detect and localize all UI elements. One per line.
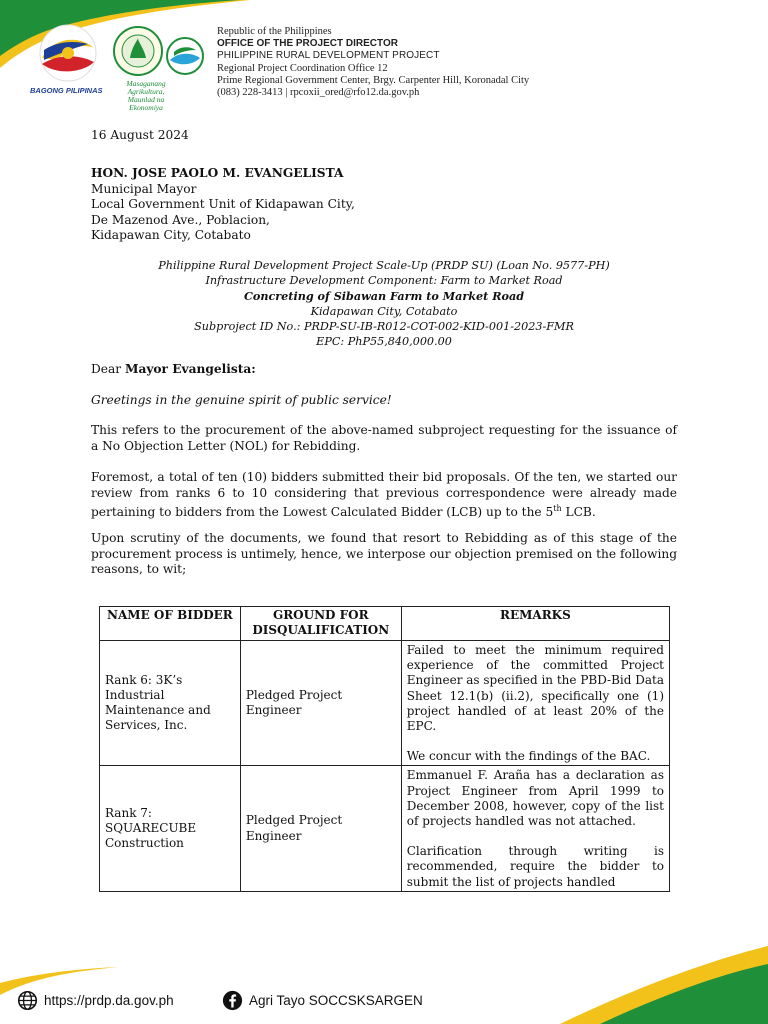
greeting: Greetings in the genuine spirit of public service!	[91, 393, 392, 407]
header-bidder: NAME OF BIDDER	[100, 607, 241, 641]
header-remarks: REMARKS	[401, 607, 669, 641]
remark-text: Failed to meet the minimum required experience of the committed Project Engineer as specified in the PBD-Bid Data Sheet 12.1(b) (ii.2), specifically one (1) project handled of at least 20% of the EPC.	[406, 643, 665, 734]
remarks-cell	[401, 766, 669, 891]
subject-block	[91, 258, 677, 350]
facebook-link[interactable]: Agri Tayo SOCCSKSARGEN	[249, 993, 423, 1008]
subject-id: Subproject ID No.: PRDP-SU-IB-R012-COT-002-KID-001-2023-FMR	[194, 320, 574, 334]
salutation	[91, 362, 677, 378]
paragraph-3: Upon scrutiny of the documents, we found that resort to Rebidding as of this stage of the procurement process is untimely, hence, we interpose our objection premised on the following reasons, to wit;	[91, 531, 677, 576]
da-motto-line1: Masaganang Agrikultura,	[126, 79, 166, 96]
remark-text: Emmanuel F. Araña has a declaration as Project Engineer from April 1999 to December 2008, however, copy of the list of projects handled was not attached.	[406, 768, 664, 829]
remark-text: We concur with the findings of the BAC.	[406, 749, 651, 764]
table-row	[100, 766, 670, 891]
letterhead-project: PHILIPPINE RURAL DEVELOPMENT PROJECT	[217, 50, 440, 62]
ground-cell: Pledged Project Engineer	[240, 641, 401, 766]
salutation-name: Mayor Evangelista:	[124, 362, 256, 376]
bidder-cell: Rank 7: SQUARECUBE Construction	[100, 766, 241, 891]
footer-website[interactable]	[17, 990, 174, 1011]
bidder-cell: Rank 6: 3K’s Industrial Maintenance and Services, Inc.	[100, 641, 241, 766]
footer-facebook[interactable]	[222, 990, 423, 1011]
subject-line: Infrastructure Development Component: Farm to Market Road	[205, 274, 563, 288]
letterhead-line4: Regional Project Coordination Office 12	[217, 62, 388, 74]
website-link[interactable]: https://prdp.da.gov.ph	[44, 993, 174, 1008]
bidders-table	[99, 606, 670, 892]
table-header-row	[100, 607, 670, 641]
letterhead-contact: (083) 228-3413 | rpcoxii_ored@rfo12.da.gov.ph	[217, 87, 420, 99]
addressee-line: De Mazenod Ave., Poblacion,	[91, 212, 270, 227]
paragraph-2	[91, 470, 677, 521]
addressee-block	[91, 166, 677, 244]
paragraph-2-text: Foremost, a total of ten (10) bidders submitted their bid proposals. Of the ten, we started our review from ranks 6 to 10 considering that previous correspondence were already made pertaining to bidders from the Lowest Calculated Bidder (LCB) up to the 5	[91, 470, 677, 520]
subject-line: Kidapawan City, Cotabato	[310, 304, 458, 318]
globe-icon	[17, 990, 38, 1011]
letter-date: 16 August 2024	[91, 128, 189, 142]
subject-line: Philippine Rural Development Project Scale-Up (PRDP SU) (Loan No. 9577-PH)	[158, 259, 610, 272]
addressee-line: Municipal Mayor	[91, 181, 197, 196]
letterhead-line1: Republic of the Philippines	[217, 26, 332, 37]
superscript-th: th	[553, 504, 562, 513]
ground-cell: Pledged Project Engineer	[240, 766, 401, 891]
addressee-line: Local Government Unit of Kidapawan City,	[91, 197, 355, 211]
remarks-cell	[401, 641, 669, 766]
header-logos	[28, 20, 208, 112]
remark-text: Clarification through writing is recommended, require the bidder to submit the list of projects handled	[406, 844, 664, 889]
da-motto	[116, 80, 176, 112]
letterhead-address: Prime Regional Government Center, Brgy. Carpenter Hill, Koronadal City	[217, 74, 530, 86]
addressee-line: Kidapawan City, Cotabato	[91, 228, 251, 242]
bagong-pilipinas-text: BAGONG PILIPINAS	[30, 86, 103, 95]
paragraph-1: This refers to the procurement of the above-named subproject requesting for the issuance of a No Objection Letter (NOL) for Rebidding.	[91, 423, 677, 453]
header-ground: GROUND FOR DISQUALIFICATION	[240, 607, 401, 641]
da-motto-line2: Maunlad na Ekonomiya	[127, 95, 165, 112]
salutation-prefix: Dear	[91, 362, 125, 376]
subject-epc: EPC: PhP55,840,000.00	[316, 335, 452, 349]
addressee-name: HON. JOSE PAOLO M. EVANGELISTA	[91, 166, 344, 180]
subject-title: Concreting of Sibawan Farm to Market Road	[243, 288, 525, 303]
letterhead-office: OFFICE OF THE PROJECT DIRECTOR	[217, 38, 398, 50]
paragraph-2-end: LCB.	[561, 505, 596, 520]
bottom-right-swoosh	[560, 930, 768, 1024]
table-row	[100, 641, 670, 766]
letterhead	[217, 26, 529, 99]
facebook-icon	[222, 990, 243, 1011]
